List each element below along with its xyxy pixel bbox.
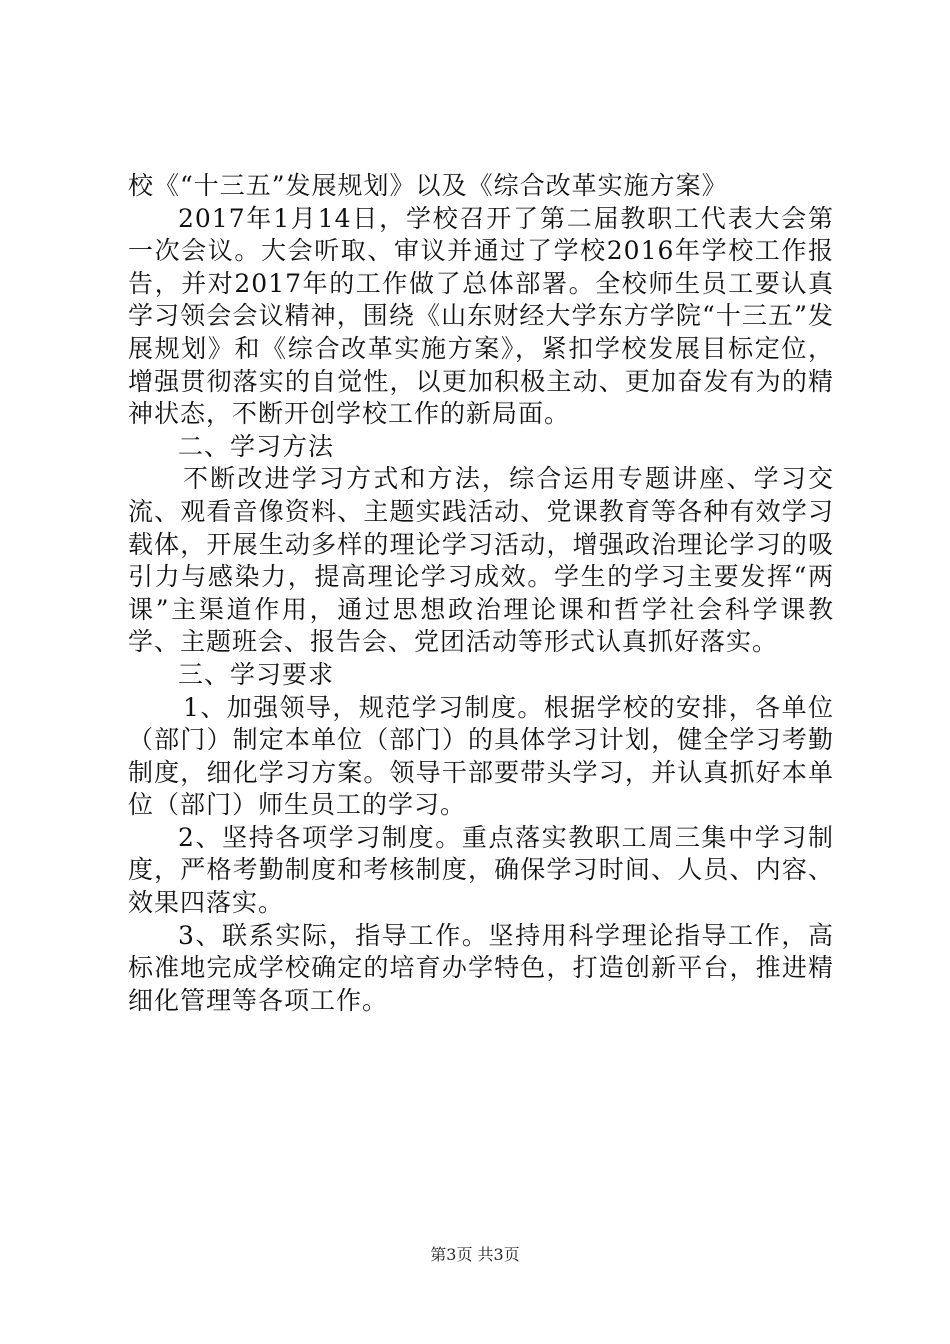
paragraph-methods: 不断改进学习方式和方法，综合运用专题讲座、学习交流、观看音像资料、主题实践活动、党课教育等各种有效学习载体，开展生动多样的理论学习活动，增强政治理论学习的吸引力与感染力，提高理论学习成效。学生的学习主要发挥“两课”主渠道作用，通过思想政治理论课和哲学社会科学课教学、主题班会、报告会、党团活动等形式认真抓好落实。 bbox=[128, 464, 834, 657]
page-footer bbox=[0, 1242, 950, 1265]
section-heading-requirements: 三、学习要求 bbox=[178, 659, 335, 689]
page-number-label: 第3页 共3页 bbox=[430, 1245, 520, 1264]
section-heading-methods: 二、学习方法 bbox=[178, 431, 335, 461]
paragraph-continuation: 校《“十三五”发展规划》以及《综合改革实施方案》 bbox=[128, 171, 728, 200]
paragraph-requirement-1: 1、加强领导，规范学习制度。根据学校的安排，各单位（部门）制定本单位（部门）的具体学习计划，健全学习考勤制度，细化学习方案。领导干部要带头学习，并认真抓好本单位（部门）师生员工的学习。 bbox=[128, 692, 834, 820]
paragraph-requirement-2: 2、坚持各项学习制度。重点落实教职工周三集中学习制度，严格考勤制度和考核制度，确保学习时间、人员、内容、效果四落实。 bbox=[128, 822, 834, 918]
document-body bbox=[128, 170, 834, 1017]
paragraph-meeting: 2017年1月14日，学校召开了第二届教职工代表大会第一次会议。大会听取、审议并通过了学校2016年学校工作报告，并对2017年的工作做了总体部署。全校师生员工要认真学习领会会议精神，围绕《山东财经大学东方学院“十三五”发展规划》和《综合改革实施方案》，紧扣学校发展目标定位，增强贯彻落实的自觉性，以更加积极主动、更加奋发有为的精神状态，不断开创学校工作的新局面。 bbox=[128, 203, 834, 429]
paragraph-requirement-3: 3、联系实际，指导工作。坚持用科学理论指导工作，高标准地完成学校确定的培育办学特色，打造创新平台，推进精细化管理等各项工作。 bbox=[128, 920, 834, 1015]
